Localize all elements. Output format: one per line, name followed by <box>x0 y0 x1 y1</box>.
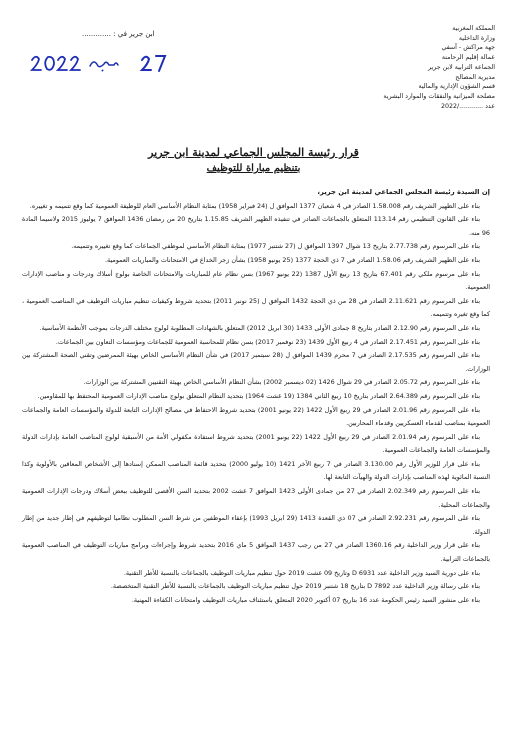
whereas-clause: بناء على رسالة وزير الداخلية عدد D 7892 بتاريخ 18 شتنبر 2019 حول تنظيم مباريات التوظيف بالجماعات بالنسبة للأطر التقنية المتخصصة. <box>110 582 480 591</box>
whereas-clause: بناء على المرسوم رقم 2.05.72 الصادر في 29 شوال 1426 (02 ديسمبر 2002) بشأن النظام الأساسي الخاص بهيئة التقنيين المشتركة بين الوزارات. <box>83 378 480 387</box>
header-line: وزارة الداخلية <box>458 34 495 42</box>
whereas-clause: بناء على مرسوم ملكي رقم 67.401 بتاريخ 13 ربيع الأول 1387 (22 يونيو 1967) بسن نظام عام للمباريات والامتحانات الخاصة بولوج أسلاك ودرجات و مناصب الإدارات العمومية. <box>22 269 490 292</box>
whereas-clause: بناء على المرسوم رقم 2.17.451 الصادر في 4 ربيع الأول 1439 (23 نوفمبر 2017) بسن نظام للمحاسبة العمومية للجماعات ومؤسسات التعاون بين الجماعات. <box>55 337 480 346</box>
header-line: مديرية المصالح <box>455 73 495 81</box>
place-date-line: ابن جرير في : ............. <box>82 30 155 38</box>
whereas-clause: بناء على منشور السيد رئيس الحكومة عدد 16 بتاريخ 07 أكتوبر 2020 المتعلق باستئناف مباريات التوظيف وامتحانات الكفاءة المهنية. <box>131 595 480 604</box>
whereas-clause: بناء على المرسوم رقم 2.02.349 الصادر في 27 من جمادى الأولى 1423 الموافق 7 غشت 2002 بتحديد السن الأقصى للتوظيف ببعض أسلاك ودرجات الإدارات العمومية والجماعات المحلية. <box>22 487 490 509</box>
whereas-clause: بناء على المرسوم رقم 2.77.738 بتاريخ 13 شوال 1397 الموافق ل (27 شتنبر 1977) بمثابة النظام الأساسي لموظفي الجماعات كما وقع تغييره وتتميمه. <box>71 242 480 251</box>
whereas-clause: بناء على المرسوم رقم 2.17.535 الصادر في 7 محرم 1439 الموافق ل (28 سبتمبر 2017) في شأن النظام الأساسي الخاص بهيئة الممرضين وتقني الصحة المشتركة بين الوزارات. <box>22 351 490 373</box>
whereas-clause: بناء على الظهير الشريف رقم 1.58.06 الصادر في 7 ذي الحجة 1377 (25 يونيو 1958) بشأن زجر الخداع في الامتحانات والمباريات العمومية. <box>105 255 480 264</box>
header-line: جهة مراكش - آسفي <box>441 44 495 52</box>
handwritten-date <box>30 52 180 74</box>
decision-title: قرار رئيسة المجلس الجماعي لمدينة ابن جرير <box>148 146 359 159</box>
whereas-clause: بناء على القانون التنظيمي رقم 113.14 المتعلق بالجماعات الصادر في تنفيذه الظهير الشريف 1.15.85 بتاريخ 20 من رمضان 1436 الموافق 7 يوليوز 2015 ولاسيما المادة 96 منه. <box>22 215 490 237</box>
header-line: مصلحة الميزانية والنفقات والموارد البشرية <box>383 92 495 100</box>
header-line: قسم الشؤون الإدارية والمالية <box>418 83 495 91</box>
issuing-authority-header <box>285 24 495 111</box>
whereas-clause: بناء على المرسوم رقم 2.01.96 الصادر في 29 ربيع الأول 1422 (22 يونيو 2001) بتحديد شروط الاحتفاظ في مصالح الإدارات التابعة للدولة والمؤسسات العامة والجماعات العمومية بمناصب لقدماء العسكريين وقدماء المحاربين. <box>22 405 490 428</box>
whereas-clause: بناء على المرسوم رقم 2.11.621 الصادر في 28 من ذي الحجة 1432 الموافق ل (25 نونبر 2011) بتحديد شروط وكيفيات تنظيم مباريات التوظيف في المناصب العمومية ، كما وقع تغيره وتتميمه. <box>22 296 490 319</box>
whereas-clause: بناء على دورية السيد وزير الداخلية عدد D 6931 وتاريخ 09 غشت 2019 حول تنظيم مباريات التوظيف بالجماعات بالنسبة للأطر التقنية. <box>123 568 480 577</box>
decision-subtitle: بتنظيم مباراة للتوظيف <box>206 163 301 174</box>
whereas-clause: بناء على المرسوم رقم 2.12.90 الصادر بتاريخ 8 جمادى الأولى 1433 (30 ابريل 2012) المتعلق بالشهادات المطلوبة لولوج مختلف الدرجات بموجب الأنظمة الأساسية. <box>39 323 480 332</box>
whereas-clause: بناء على قرار للوزير الأول رقم 3.130.00 الصادر في 7 ربيع الآخر 1421 (10 يوليو 2000) بتحديد قائمة المناصب الممكن إسنادها إلى الأشخاص المعاقين بالأولوية وكذا النسبة المائوية لهذه المناصب بإدارات الدولة والهيآت التابعة لها. <box>22 459 490 482</box>
header-line: الجماعة الترابية لابن جرير <box>428 63 495 71</box>
intro-line: إن السيدة رئيسة المجلس الجماعي لمدينة ابن جرير، <box>317 188 490 196</box>
whereas-clause: بناء على المرسوم رقم 2.92.231 الصادر في 07 ذي القعدة 1413 (29 ابريل 1993) بإعفاء الموظفين من شرط السن المطلوب نظاميا لتوظيفهم في إطار جديد من إطار الدولة. <box>22 514 490 536</box>
whereas-clause: بناء على المرسوم رقم 2.01.94 الصادر في 29 ربيع الأول 1422 (22 يونيو 2001) بتحديد شروط استفادة مكفولي الأمة من الأسبقية لولوج المناصب العامة بإدارات الدولة والمؤسسات العامة والجماعات العمومية. <box>22 432 490 455</box>
decision-body <box>22 186 490 607</box>
header-line: عمالة إقليم الرحامنة <box>441 54 495 62</box>
whereas-clause: بناء على الظهير الشريف رقم 1.58.008 الصادر في 4 شعبان 1377 الموافق ل (24 فبراير 1958) بمثابة النظام الأساسي العام للوظيفة العمومية كما وقع تتميمه و تغييره. <box>29 201 480 210</box>
reference-number: عدد ............/2022 <box>440 102 495 110</box>
whereas-clause: بناء على قرار وزير الداخلية رقم 1360.16 الصادر في 27 من رجب 1437 الموافق 5 ماي 2016 بتحديد شروط وإجراءات وبرامج مباريات التوظيف في المناصب العمومية بالجماعات الترابية. <box>22 541 490 564</box>
header-line: المملكة المغربية <box>452 25 495 32</box>
whereas-clause: بناء على المرسوم رقم 2.64.389 الصادر بتاريخ 10 ربيع الثاني 1384 (19 غشت 1964) بتحديد النظام المتعلق بولوج مناصب الإدارات العمومية المحتفظ بها للمقاومين. <box>37 391 480 400</box>
